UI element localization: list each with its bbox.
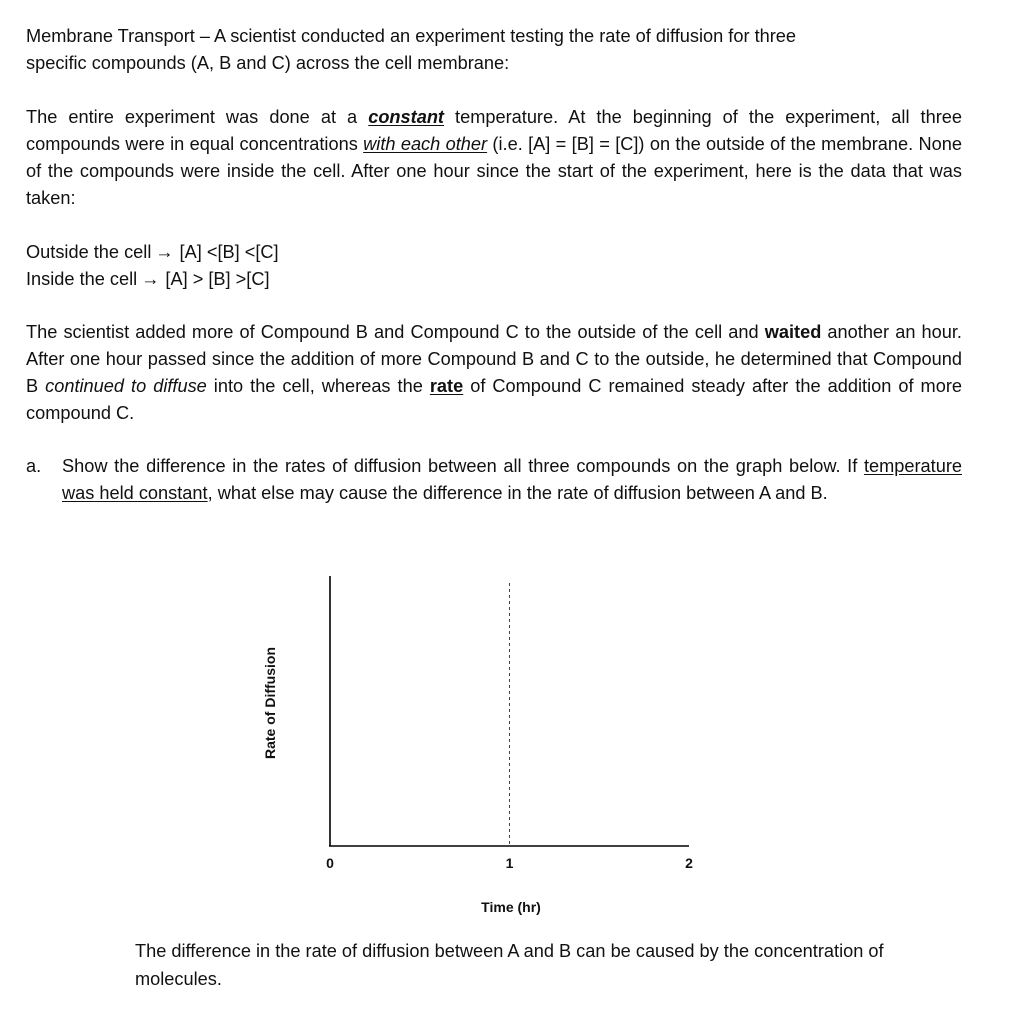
temperature-underline: temperature was held constant — [62, 456, 962, 503]
x-tick-label: 0 — [326, 855, 334, 871]
with-each-other-emphasis: with each other — [363, 134, 488, 154]
outside-label: Outside the cell — [26, 242, 152, 262]
inside-value: [A] > [B] >[C] — [165, 269, 270, 289]
answer-text: The difference in the rate of diffusion between A and B can be caused by the concentration of molecules. — [135, 941, 884, 989]
y-axis-label: Rate of Diffusion — [262, 647, 278, 759]
followup-text-1: The scientist added more of Compound B and Compound C to the outside of the cell and — [26, 322, 765, 342]
followup-text-2: another an hour. After one hour passed since the addition of more Compound B and C to the outside, he determined that Compound B — [26, 322, 962, 396]
waited-emphasis: waited — [764, 322, 822, 342]
constant-emphasis: constant — [368, 107, 444, 127]
setup-text-2: temperature. At the beginning of the experiment, all three compounds were in equal concentrations — [26, 107, 962, 154]
question-marker: a. — [26, 456, 42, 476]
continued-emphasis: continued to diffuse — [45, 376, 207, 396]
setup-text-1: The entire experiment was done at a — [26, 107, 369, 127]
followup-text-4: of Compound C remained steady after the addition of more compound C. — [26, 376, 962, 423]
inside-label: Inside the cell — [26, 269, 138, 289]
x-tick-label: 2 — [685, 855, 693, 871]
x-tick-label: 1 — [505, 855, 514, 871]
rate-emphasis: rate — [429, 376, 464, 396]
x-axis-label: Time (hr) — [481, 899, 541, 915]
outside-value: [A] <[B] <[C] — [179, 242, 279, 262]
setup-text-3: (i.e. [A] = [B] = [C]) on the outside of the membrane. None of the compounds were inside the cell. After one hour since the start of the experiment, here is the data that was taken: — [26, 134, 962, 208]
question-text-1: Show the difference in the rates of diffusion between all three compounds on the graph below. If — [62, 456, 864, 476]
intro-line-2: specific compounds (A, B and C) across the cell membrane: — [26, 53, 510, 73]
intro-line-1: Membrane Transport – A scientist conducted an experiment testing the rate of diffusion for three — [26, 26, 797, 46]
right-arrow-icon: → — [141, 269, 160, 289]
question-text-2: , what else may cause the difference in the rate of diffusion between A and B. — [207, 483, 828, 503]
followup-text-3: into the cell, whereas the — [206, 376, 430, 396]
right-arrow-icon: → — [155, 242, 174, 262]
